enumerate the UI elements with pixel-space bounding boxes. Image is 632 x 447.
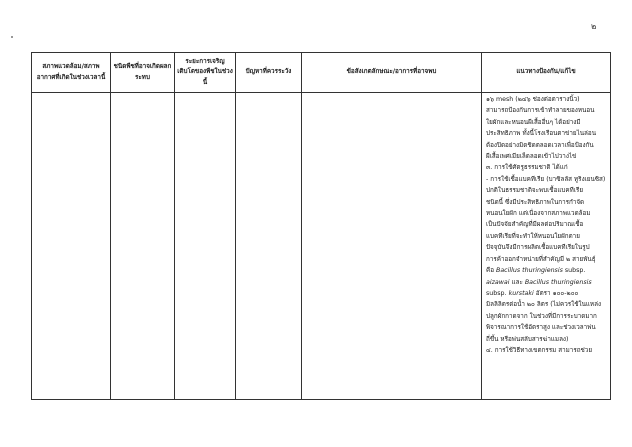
- header-growth-stage: ระยะการเจริญเติบโตของพืชในช่วงนี้: [175, 53, 236, 93]
- guidance-text-segment: ๓. การใช้ศัตรูธรรมชาติ ได้แก่: [486, 164, 568, 172]
- guidance-line: [486, 242, 607, 253]
- guidance-text-segment: สามารถป้องกันการเข้าทำลายของหนอน: [486, 107, 595, 115]
- guidance-text: [482, 93, 610, 356]
- guidance-text-segment: คือ: [486, 267, 496, 275]
- table-row: [32, 93, 611, 400]
- guidance-text-segment: พิจารณาการใช้อัตราสูง และช่วงเวลาพ่น: [486, 324, 596, 332]
- guidance-text-segment: - การใช้เชื้อแบคทีเรีย (บาซิลลัส ทูริงเยนซิส): [486, 175, 606, 183]
- guidance-line: [486, 105, 607, 116]
- guidance-table: [31, 52, 611, 400]
- header-guidance: แนวทางป้องกัน/แก้ไข: [482, 53, 611, 93]
- guidance-line: [486, 345, 607, 356]
- guidance-text-segment: ใยผักและหนอนผีเสื้ออื่นๆ ได้อย่างมี: [486, 118, 581, 126]
- guidance-line: [486, 162, 607, 173]
- guidance-text-segment: ถี่ขึ้น หรือพ่นสลับสารฆ่าแมลง): [486, 335, 569, 343]
- header-plant-type: ชนิดพืชที่อาจเกิดผลกระทบ: [111, 53, 175, 93]
- guidance-italic-text: Bacillus thuringiensis: [496, 267, 563, 275]
- guidance-text-segment: ผีเสื้อเพศเมียเล็ดลอดเข้าไปวางไข่: [486, 153, 577, 161]
- guidance-line: [486, 231, 607, 242]
- cell-plant-type: [111, 93, 175, 400]
- guidance-line: [486, 299, 607, 310]
- guidance-line: [486, 174, 607, 185]
- header-problem: ปัญหาที่ควรระวัง: [236, 53, 302, 93]
- guidance-line: [486, 265, 607, 276]
- guidance-text-segment: ปลูกผักกาดจาก ในช่วงที่มีการระบาดมาก: [486, 312, 597, 320]
- guidance-line: [486, 208, 607, 219]
- cell-growth-stage: [175, 93, 236, 400]
- guidance-text-segment: อัตรา ๑๐๐-๒๐๐: [533, 289, 579, 297]
- page-number: ๒: [591, 22, 597, 31]
- guidance-line: [486, 197, 607, 208]
- guidance-line: [486, 254, 607, 265]
- table-header-row: [32, 53, 611, 93]
- guidance-text-segment: ต้องปิดอย่างมิดชิดตลอดเวลาเพื่อป้องกัน: [486, 141, 594, 149]
- guidance-line: [486, 128, 607, 139]
- guidance-text-segment: ๔. การใช้วิธีทางเขตกรรม สามารถช่วย: [486, 346, 593, 354]
- guidance-text-segment: การค้าออกจำหน่ายที่สำคัญมี ๒ สายพันธุ์: [486, 255, 596, 263]
- guidance-text-segment: ชนิดนี้ ซึ่งมีประสิทธิภาพในการกำจัด: [486, 198, 585, 206]
- cell-symptoms: [302, 93, 482, 400]
- header-environment: สภาพแวดล้อม/สภาพอากาศที่เกิดในช่วงเวลานี้: [32, 53, 111, 93]
- guidance-line: [486, 94, 607, 105]
- guidance-text-segment: มิลลิลิตรต่อน้ำ ๒๐ ลิตร (ไม่ควรใช้ในแหล่ง: [486, 301, 602, 309]
- guidance-line: [486, 117, 607, 128]
- cell-guidance: [482, 93, 611, 400]
- guidance-text-segment: ปัจจุบันจึงมีการผลิตเชื้อแบคทีเรียในรูป: [486, 244, 590, 252]
- guidance-line: [486, 311, 607, 322]
- cell-problem: [236, 93, 302, 400]
- header-symptoms: ข้อสังเกตลักษณะ/อาการที่อาจพบ: [302, 53, 482, 93]
- scan-speck: [11, 36, 13, 38]
- guidance-text-segment: เป็นปัจจัยสำคัญที่มีผลต่อปริมาณเชื้อ: [486, 221, 584, 229]
- guidance-text-segment: หนอนใยผัก แต่เนื่องจากสภาพแวดล้อม: [486, 210, 591, 218]
- guidance-italic-text: aizawai: [486, 278, 510, 286]
- guidance-text-segment: ประสิทธิภาพ ทั้งนี้โรงเรือนตาข่ายไนล่อน: [486, 130, 596, 138]
- guidance-line: [486, 151, 607, 162]
- guidance-line: [486, 185, 607, 196]
- guidance-text-segment: subsp.: [562, 267, 586, 275]
- guidance-line: [486, 140, 607, 151]
- guidance-line: [486, 219, 607, 230]
- guidance-text-segment: แบคทีเรียที่จะทำให้หนอนใยผักตาย: [486, 232, 580, 240]
- guidance-text-segment: ๑๖ mesh (๒๔๖ ช่องต่อตารางนิ้ว): [486, 96, 580, 103]
- guidance-line: [486, 277, 607, 288]
- guidance-line: [486, 322, 607, 333]
- guidance-text-segment: subsp.: [486, 289, 509, 297]
- cell-environment: [32, 93, 111, 400]
- guidance-text-segment: และ: [509, 278, 525, 286]
- guidance-text-segment: ปกติในธรรมชาติจะพบเชื้อแบคทีเรีย: [486, 187, 584, 195]
- guidance-line: [486, 334, 607, 345]
- guidance-italic-text: kurstaki: [508, 289, 534, 297]
- guidance-italic-text: Bacillus thuringiensis: [524, 278, 592, 286]
- guidance-line: [486, 288, 607, 299]
